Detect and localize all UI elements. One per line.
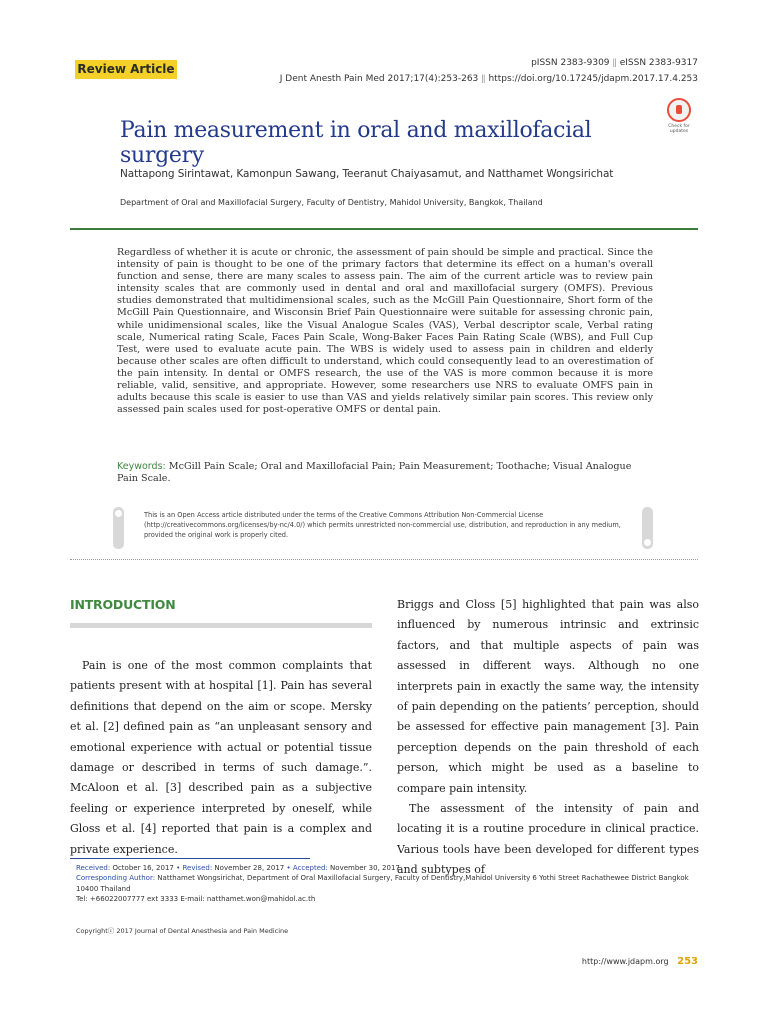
citation-line — [280, 71, 698, 87]
article-type-badge: Review Article — [75, 60, 177, 79]
check-for-updates-icon — [667, 98, 691, 122]
page-footer — [582, 956, 698, 967]
author-list: Nattapong Sirintawat, Kamonpun Sawang, Teeranut Chaiyasamut, and Natthamet Wongsirichat — [120, 168, 614, 180]
copyright: Copyrightⓒ 2017 Journal of Dental Anesthesia and Pain Medicine — [76, 927, 289, 935]
separator: ǁ — [481, 74, 486, 84]
pissn: pISSN 2383-9309 — [531, 58, 610, 68]
body-column-left — [70, 656, 372, 860]
journal-citation: J Dent Anesth Pain Med 2017;17(4):253-263 — [279, 74, 479, 84]
dotted-divider — [70, 559, 698, 560]
journal-info — [280, 55, 698, 87]
affiliation: Department of Oral and Maxillofacial Surgery, Faculty of Dentistry, Mahidol University, Bangkok, Thailand — [120, 198, 543, 207]
issn-line — [280, 55, 698, 71]
revised-label: Revised: — [182, 864, 213, 872]
separator: ǁ — [612, 58, 617, 68]
divider — [70, 228, 698, 230]
eissn: eISSN 2383-9317 — [619, 58, 698, 68]
footnote — [76, 863, 706, 904]
paragraph: The assessment of the intensity of pain and locating it is a routine procedure in clinical practice. Various tools have been developed for different types and subtypes of — [397, 802, 699, 877]
check-for-updates-button[interactable] — [660, 98, 698, 134]
open-access-notice — [113, 507, 653, 550]
dates-line — [76, 863, 706, 873]
doi-link[interactable]: https://doi.org/10.17245/jdapm.2017.17.4.253 — [488, 74, 698, 84]
right-bracket-icon — [642, 507, 653, 549]
footnote-divider — [70, 858, 310, 859]
heading-underline — [70, 623, 372, 628]
corresponding-author — [76, 873, 706, 894]
check-for-updates-label: Check for updates — [668, 124, 690, 134]
journal-url[interactable]: http://www.jdapm.org — [581, 957, 669, 966]
received-label: Received: — [76, 864, 111, 872]
keywords — [117, 461, 653, 486]
corresponding-label: Corresponding Author: — [76, 874, 156, 883]
accepted-date: November 30, 2017 — [330, 864, 400, 872]
corresponding-text: Natthamet Wongsirichat, Department of Oral Maxillofacial Surgery, Faculty of Dentistry,Mahidol University 6 Yothi Street Rachathewee District Bangkok 10400 Thailand — [76, 874, 689, 893]
abstract: Regardless of whether it is acute or chronic, the assessment of pain should be simple and practical. Since the intensity of pain is thought to be one of the primary factors that determine its effect on a human's overall function and sense, there are many scales to assess pain. The aim of the current article was to review pain intensity scales that are commonly used in dental and oral and maxillofacial surgery (OMFS). Previous studies demonstrated that multidimensional scales, such as the McGill Pain Questionnaire, Short form of the McGill Pain Questionnaire, and Wisconsin Brief Pain Questionnaire were suitable for assessing chronic pain, while unidimensional scales, like the Visual Analogue Scales (VAS), Verbal descriptor scale, Verbal rating scale, Numerical rating Scale, Faces Pain Scale, Wong-Baker Faces Pain Rating Scale (WBS), and Full Cup Test, were used to evaluate acute pain. The WBS is widely used to assess pain in children and elderly because other scales are often difficult to understand, which could consequently lead to an overestimation of the pain intensity. In dental or OMFS research, the use of the VAS is more common because it is more reliable, valid, sensitive, and appropriate. However, some researchers use NRS to evaluate OMFS pain in adults because this scale is easier to use than VAS and yields relatively similar pain scores. This review only assessed pain scales used for post-operative OMFS or dental pain. — [117, 247, 653, 416]
page-number: 253 — [677, 956, 698, 967]
left-bracket-icon — [113, 507, 124, 549]
received-date: October 16, 2017 — [112, 864, 174, 872]
body-column-right — [397, 595, 699, 881]
keywords-label: Keywords: — [117, 461, 166, 472]
keywords-text: McGill Pain Scale; Oral and Maxillofacial Pain; Pain Measurement; Toothache; Visual Analogue Pain Scale. — [117, 461, 632, 485]
revised-date: November 28, 2017 — [214, 864, 285, 872]
accepted-label: Accepted: — [292, 864, 328, 872]
bullet: • — [286, 864, 291, 872]
bullet: • — [176, 864, 181, 872]
article-title: Pain measurement in oral and maxillofacial surgery — [120, 118, 592, 168]
section-heading: INTRODUCTION — [70, 597, 176, 612]
paragraph: Briggs and Closs [5] highlighted that pain was also influenced by numerous intrinsic and extrinsic factors, and that multiple aspects of pain was assessed in different ways. Although no one interprets pain in exactly the same way, the intensity of pain depending on the patients’ perception, should be assessed for effective pain management [3]. Pain perception depends on the pain threshold of each person, which might be used as a baseline to compare pain intensity. — [397, 598, 699, 795]
contact-line: Tel: +66022007777 ext 3333 E-mail: natthamet.won@mahidol.ac.th — [76, 894, 316, 903]
license-text: This is an Open Access article distributed under the terms of the Creative Commons Attribution Non-Commercial License (http://creativecommons.org/licenses/by-nc/4.0/) which permits unrestricted non-commercial use, distribution, and reproduction in any medium, provided the original work is properly cited. — [144, 511, 621, 539]
paragraph: Pain is one of the most common complaints that patients present with at hospital [1]. Pain has several definitions that depend on the aim or scope. Mersky et al. [2] defined pain as “an unpleasant sensory and emotional experience with actual or potential tissue damage or described in terms of such damage.”. McAloon et al. [3] described pain as a subjective feeling or experience interpreted by oneself, while Gloss et al. [4] reported that pain is a complex and private experience. — [70, 659, 372, 856]
